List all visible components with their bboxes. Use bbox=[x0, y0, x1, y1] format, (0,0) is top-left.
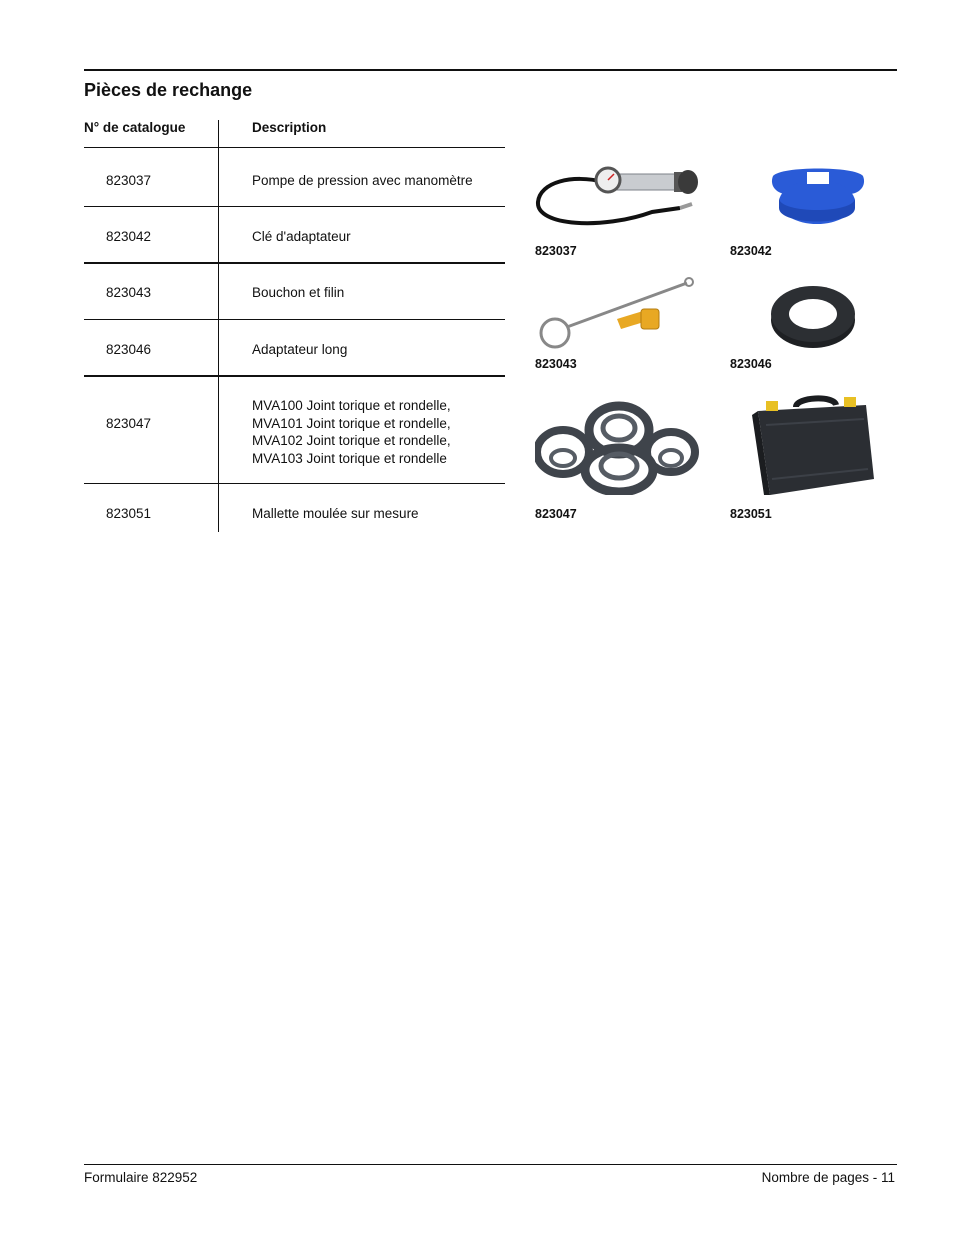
row-description bbox=[252, 341, 347, 359]
molded-case-icon bbox=[748, 395, 878, 500]
photo-label: 823046 bbox=[730, 357, 772, 371]
photo-label: 823043 bbox=[535, 357, 577, 371]
photo-label: 823042 bbox=[730, 244, 772, 258]
row-catalog-number: 823046 bbox=[106, 342, 152, 357]
footer-page-count: Nombre de pages - 11 bbox=[761, 1170, 895, 1185]
row-description bbox=[252, 172, 473, 190]
description-line: MVA100 Joint torique et rondelle, bbox=[252, 398, 451, 413]
photo-label: 823037 bbox=[535, 244, 577, 258]
row-catalog-number: 823043 bbox=[106, 285, 152, 300]
row-catalog-number: 823047 bbox=[106, 416, 152, 431]
row-description bbox=[252, 228, 351, 246]
photo-label: 823051 bbox=[730, 507, 772, 521]
top-rule bbox=[84, 69, 897, 71]
row-separator bbox=[84, 147, 505, 148]
row-separator bbox=[84, 319, 505, 320]
row-description bbox=[252, 397, 451, 467]
bottom-rule bbox=[84, 1164, 897, 1165]
photo-label: 823047 bbox=[535, 507, 577, 521]
column-divider bbox=[218, 120, 219, 532]
row-catalog-number: 823042 bbox=[106, 229, 152, 244]
description-line: Mallette moulée sur mesure bbox=[252, 506, 419, 521]
description-line: Clé d'adaptateur bbox=[252, 229, 351, 244]
row-description bbox=[252, 284, 344, 302]
description-line: Bouchon et filin bbox=[252, 285, 345, 300]
row-separator bbox=[84, 206, 505, 207]
row-separator bbox=[84, 375, 505, 377]
row-catalog-number: 823051 bbox=[106, 506, 152, 521]
row-separator bbox=[84, 483, 505, 484]
pressure-pump-gauge-icon bbox=[532, 160, 707, 235]
o-rings-washers-icon bbox=[535, 400, 700, 495]
description-line: MVA103 Joint torique et rondelle bbox=[252, 450, 447, 466]
description-line: MVA102 Joint torique et rondelle, bbox=[252, 433, 451, 448]
description-line: Pompe de pression avec manomètre bbox=[252, 173, 473, 188]
row-catalog-number: 823037 bbox=[106, 173, 152, 188]
page-title: Pièces de rechange bbox=[84, 80, 253, 100]
row-separator bbox=[84, 262, 505, 264]
plug-and-cable-icon bbox=[535, 275, 700, 350]
footer-form-number: Formulaire 822952 bbox=[84, 1170, 198, 1185]
description-line: Adaptateur long bbox=[252, 342, 348, 357]
header-catalog-number: N° de catalogue bbox=[84, 120, 186, 135]
long-adapter-ring-icon bbox=[768, 280, 858, 350]
adapter-wrench-icon bbox=[765, 164, 870, 229]
row-description bbox=[252, 505, 419, 523]
header-description: Description bbox=[252, 120, 327, 135]
description-line: MVA101 Joint torique et rondelle, bbox=[252, 415, 451, 431]
